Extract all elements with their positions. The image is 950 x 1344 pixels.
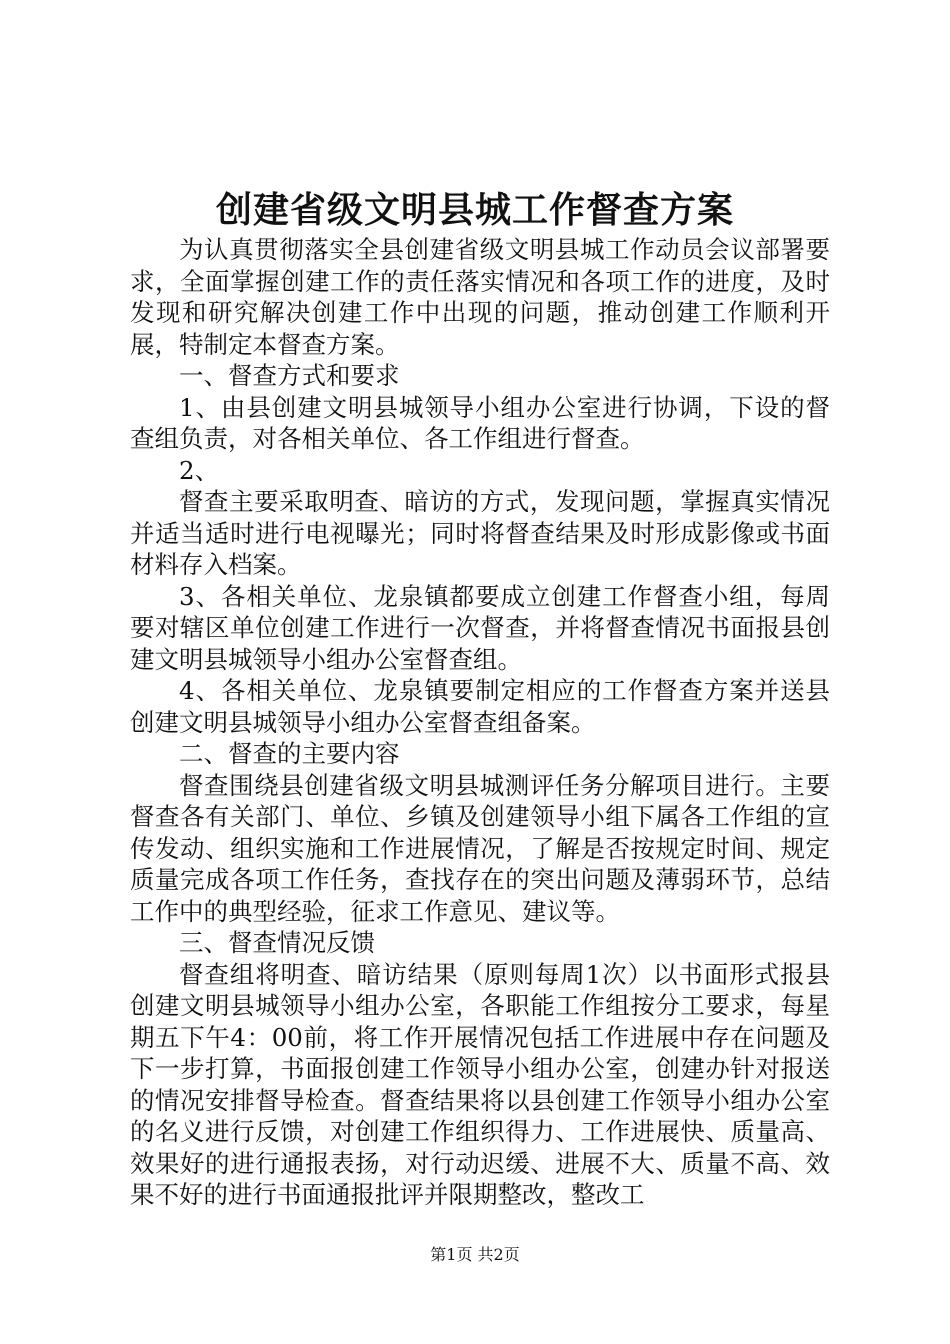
paragraph-intro: 为认真贯彻落实全县创建省级文明县城工作动员会议部署要求，全面掌握创建工作的责任落实情况和各项工作的进度，及时发现和研究解决创建工作中出现的问题，推动创建工作顺利开展，特制定本督查方案。 <box>130 235 830 359</box>
paragraph-item-2: 督查主要采取明查、暗访的方式，发现问题，掌握真实情况并适当适时进行电视曝光；同时将督查结果及时形成影像或书面材料存入档案。 <box>130 487 830 579</box>
section-heading-2: 二、督查的主要内容 <box>179 739 400 768</box>
paragraph-item-3: 3、各相关单位、龙泉镇都要成立创建工作督查小组，每周要对辖区单位创建工作进行一次督查，并将督查情况书面报县创建文明县城领导小组办公室督查组。 <box>130 581 830 674</box>
paragraph-content: 督查围绕县创建省级文明县城测评任务分解项目进行。主要督查各有关部门、单位、乡镇及创建领导小组下属各工作组的宣传发动、组织实施和工作进展情况，了解是否按规定时间、规定质量完成各项工作任务，查找存在的突出问题及薄弱环节，总结工作中的典型经验，征求工作意见、建议等。 <box>130 770 830 926</box>
section-heading-1: 一、督查方式和要求 <box>179 361 400 390</box>
document-body <box>130 234 830 1211</box>
document-title: 创建省级文明县城工作督查方案 <box>215 189 734 231</box>
paragraph-item-1: 1、由县创建文明县城领导小组办公室进行协调，下设的督查组负责，对各相关单位、各工作组进行督查。 <box>130 392 830 453</box>
paragraph-item-4: 4、各相关单位、龙泉镇要制定相应的工作督查方案并送县创建文明县城领导小组办公室督查组备案。 <box>130 676 830 737</box>
paragraph-feedback: 督查组将明查、暗访结果（原则每周1次）以书面形式报县创建文明县城领导小组办公室，各职能工作组按分工要求，每星期五下午4：00前，将工作开展情况包括工作进展中存在问题及下一步打算，书面报创建工作领导小组办公室，创建办针对报送的情况安排督导检查。督查结果将以县创建工作领导小组办公室的名义进行反馈，对创建工作组织得力、工作进展快、质量高、效果好的进行通报表扬，对行动迟缓、进展不大、质量不高、效果不好的进行书面通报批评并限期整改，整改工 <box>130 959 830 1209</box>
page-number-footer: 第1页 共2页 <box>430 1245 520 1264</box>
paragraph-item-2-number: 2、 <box>179 455 220 485</box>
section-heading-3: 三、督查情况反馈 <box>179 928 375 957</box>
